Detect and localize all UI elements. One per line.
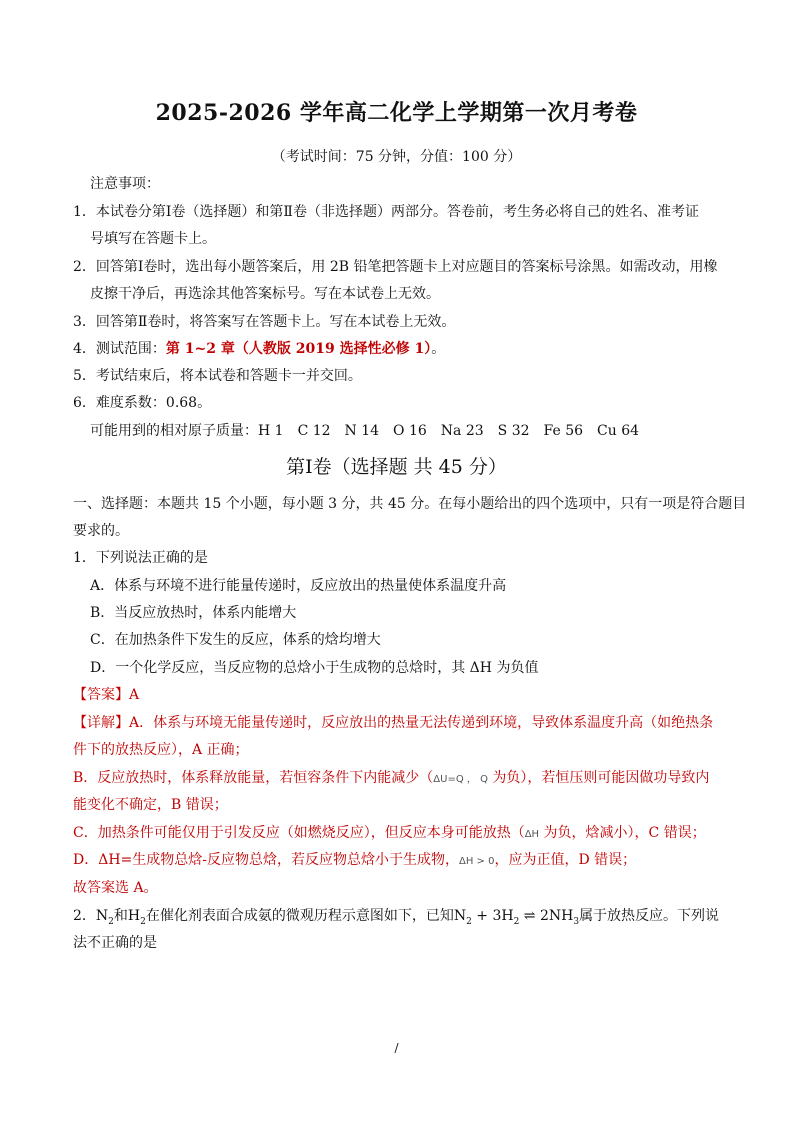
q2-stem-mid: 在催化剂表面合成氨的微观历程示意图如下，已知 [145,908,454,924]
note-2-line-2: 皮擦干净后，再选涂其他答案标号。写在本试卷上无效。 [90,286,440,302]
section-intro-line-1: 一、选择题：本题共 15 个小题，每小题 3 分，共 45 分。在每小题给出的四个选项中，只有一项是符合题目 [73,496,747,512]
explanation-b-pre: B．反应放热时，体系释放能量，若恒容条件下内能减少（ [73,770,434,786]
explanation-b-post: 为负），若恒压则可能因做功导致内 [487,770,710,786]
section-title: 第Ⅰ卷（选择题 共 45 分） [286,456,507,478]
section-intro-line-2: 要求的。 [73,523,129,539]
atomic-masses: 可能用到的相对原子质量：H 1 C 12 N 14 O 16 Na 23 S 32 Fe 56 Cu 64 [90,423,640,439]
explanation-label: 【详解】 [73,715,129,731]
explanation-b-math: ΔU=Q ， Q [433,774,488,785]
q1-explanation-1b: 件下的放热反应），A 正确； [73,742,249,758]
exam-subtitle: （考试时间：75 分钟，分值：100 分） [271,149,522,165]
q1-option-d: D．一个化学反应，当反应物的总焓小于生成物的总焓时，其 ΔH 为负值 [90,660,539,676]
explanation-c-post: 为负，焓减小），C 错误； [539,825,706,841]
note-4 [73,339,445,359]
note-5: 5．考试结束后，将本试卷和答题卡一并交回。 [73,368,362,384]
q1-answer: 【答案】A [73,687,140,703]
q2-stem-and: 和 [113,908,128,924]
q1-option-a: A．体系与环境不进行能量传递时，反应放出的热量使体系温度升高 [90,578,507,594]
note-1-line-2: 号填写在答题卡上。 [90,231,216,247]
exam-title: 2025-2026 学年高二化学上学期第一次月考卷 [155,100,638,126]
page-footer: / [394,1041,399,1055]
q1-explanation-2 [73,768,709,790]
q1-explanation-4 [73,850,636,872]
notes-heading: 注意事项： [90,176,160,192]
q2-h2-formula: $H_2$ [127,908,146,927]
q2-stem-post: 属于放热反应。下列说 [579,908,720,924]
q1-conclusion: 故答案选 A。 [73,880,158,896]
q1-option-b: B．当反应放热时，体系内能增大 [90,605,297,621]
explanation-c-math: ΔH [524,829,540,840]
q1-stem: 1．下列说法正确的是 [73,550,208,566]
q1-explanation-1 [73,713,713,733]
note-4-prefix: 4．测试范围： [73,341,166,357]
q1-option-c: C．在加热条件下发生的反应，体系的焓均增大 [90,632,381,648]
explanation-a-text: A．体系与环境无能量传递时，反应放出的热量无法传递到环境，导致体系温度升高（如绝热条 [129,715,714,731]
explanation-d-post: ，应为正值，D 错误； [494,852,637,868]
note-2-line-1: 2．回答第Ⅰ卷时，选出每小题答案后，用 2B 铅笔把答题卡上对应题目的答案标号涂黑。如需改动，用橡 [73,259,718,275]
q1-explanation-2b: 能变化不确定，B 错误； [73,797,228,813]
note-3: 3．回答第Ⅱ卷时，将答案写在答题卡上。写在本试卷上无效。 [73,314,456,330]
q2-reaction-equation: $N_2 + 3H_2$ ⇌ $2NH_3$ [453,908,580,927]
note-4-suffix: 。 [431,341,446,357]
explanation-d-math: ΔH > 0 [459,856,495,867]
q2-stem-line-1 [73,906,719,932]
q1-explanation-3 [73,823,706,845]
note-1-line-1: 1．本试卷分第Ⅰ卷（选择题）和第Ⅱ卷（非选择题）两部分。答卷前，考生务必将自己的姓名、准考证 [73,204,699,220]
explanation-d-pre: D．ΔH=生成物总焓-反应物总焓，若反应物总焓小于生成物， [73,852,460,868]
note-6: 6．难度系数：0.68。 [73,395,212,411]
explanation-c-pre: C．加热条件可能仅用于引发反应（如燃烧反应），但反应本身可能放热（ [73,825,525,841]
q2-stem-line-2: 法不正确的是 [73,935,157,951]
note-4-scope: 第 1~2 章（人教版 2019 选择性必修 1） [165,341,432,357]
q2-number: 2． [73,908,96,924]
q2-n2-formula: $N_2$ [95,908,114,927]
